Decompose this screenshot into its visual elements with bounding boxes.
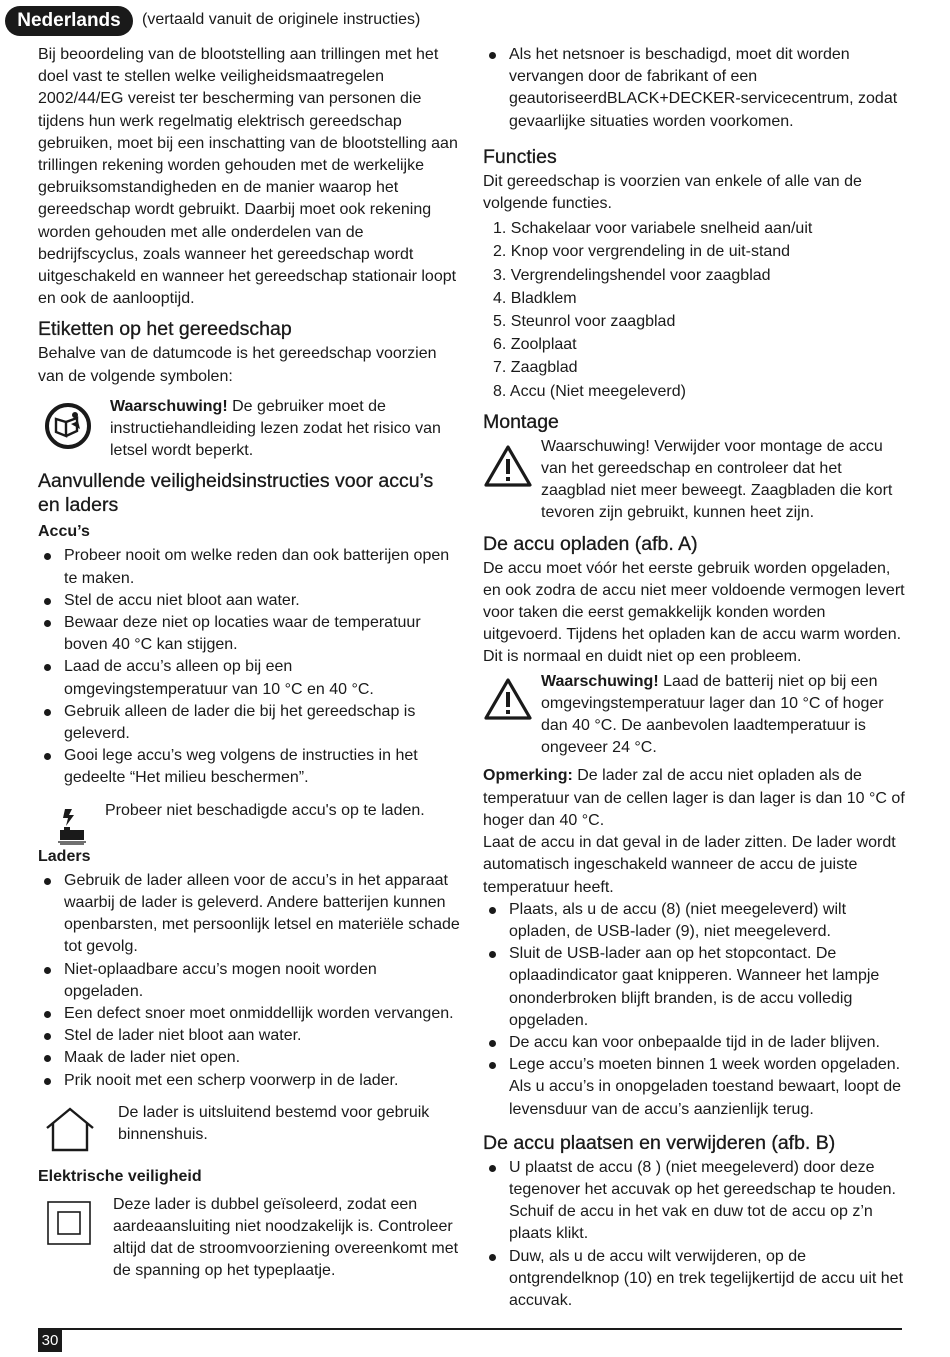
list-item: Als het netsnoer is beschadigd, moet dit worden vervangen door de fabrikant of een geautoriseerdBLACK+DECKER-servicecentrum, zodat gevaarlijke situaties worden voorkomen.	[483, 44, 908, 133]
list-item: Laad de accu’s alleen op bij een omgevingstemperatuur van 10 °C en 40 °C.	[38, 656, 460, 700]
feature-item: 6. Zoolplaat	[493, 336, 577, 354]
footer-rule	[38, 1328, 902, 1330]
double-insulation-note	[38, 1194, 460, 1283]
list-item: Stel de accu niet bloot aan water.	[38, 590, 460, 612]
charging-warning-text: Laad de batterij niet op bij een omgevingstemperatuur lager dan 10 °C of hoger dan 40 °C. De aanbevolen laadtemperatuur is ongeveer 24 °C.	[541, 672, 884, 757]
assembly-warning	[483, 436, 908, 525]
batteries-list	[38, 545, 460, 789]
list-item: Lege accu’s moeten binnen 1 week worden opgeladen. Als u accu’s in onopgeladen toestand bewaart, loopt de levensduur van de accu’s aanzienlijk terug.	[483, 1054, 908, 1121]
warning-label: Waarschuwing!	[110, 397, 228, 415]
list-item: U plaatst de accu (8 ) (niet meegeleverd) door deze tegenover het accuvak op het gereedschap te houden. Schuif de accu in het vak en duw tot de accu op z’n plaats klikt.	[483, 1157, 908, 1246]
features-list	[483, 217, 908, 403]
feature-item: 3. Vergrendelingshendel voor zaagblad	[493, 266, 771, 284]
read-manual-warning	[38, 396, 460, 463]
warning-text: De gebruiker moet de instructiehandleiding lezen zodat het risico van letsel wordt beperkt.	[110, 397, 441, 460]
indoor-use-note	[38, 1102, 460, 1158]
read-manual-icon	[44, 402, 92, 457]
extra-safety-heading: Aanvullende veiligheidsinstructies voor accu’s en laders	[38, 470, 434, 517]
language-tab: Nederlands	[5, 6, 133, 36]
damaged-battery-note	[38, 800, 460, 846]
warning-triangle-icon	[483, 444, 533, 495]
features-text: Dit gereedschap is voorzien van enkele of alle van de volgende functies.	[483, 172, 862, 213]
list-item: Maak de lader niet open.	[38, 1047, 460, 1069]
note-text: De lader zal de accu niet opladen als de temperatuur van de cellen lager is dan lager is dan 10 °C of hoger dan 40 °C.	[483, 767, 905, 829]
left-column	[38, 44, 460, 1289]
list-item: Sluit de USB-lader aan op het stopcontact. De oplaadindicator gaat knipperen. Wanneer het lampje ononderbroken blijft branden, is de accu volledig opgeladen.	[483, 943, 908, 1032]
list-item: Gebruik alleen de lader die bij het gereedschap is geleverd.	[38, 701, 460, 745]
charging-list	[483, 899, 908, 1121]
list-item: Probeer nooit om welke reden dan ook batterijen open te maken.	[38, 545, 460, 589]
feature-item: 7. Zaagblad	[493, 359, 578, 377]
damaged-battery-icon	[56, 806, 88, 853]
features-heading: Functies	[483, 145, 557, 168]
insert-remove-list	[483, 1157, 908, 1312]
list-item: Gooi lege accu’s weg volgens de instructies in het gedeelte “Het milieu beschermen”.	[38, 745, 460, 789]
right-column	[483, 44, 908, 1312]
charging-note	[483, 765, 908, 832]
house-icon	[44, 1106, 96, 1159]
chargers-heading: Laders	[38, 847, 91, 865]
page-number: 30	[38, 1330, 62, 1352]
vibration-paragraph: Bij beoordeling van de blootstelling aan trillingen met het doel vast te stellen welke veiligheidsmaatregelen 2002/44/EG vereist ter bescherming van personen die tijdens hun werk regelmatig elektrisch gereedschap gebruiken, moet bij een inschatting van de blootstelling aan trillingen rekening worden gehouden met de werkelijke gebruiksomstandigheden en de manier waarop het gereedschap wordt gebruikt. Daarbij moet ook rekening worden gehouden met alle onderdelen van de bedrijfscyclus, zoals wanneer het gereedschap wordt uitgeschakeld en wanneer het gereedschap stationair loopt en ook de aanlooptijd.	[38, 46, 458, 308]
feature-item: 8. Accu (Niet meegeleverd)	[493, 382, 686, 400]
list-item: Bewaar deze niet op locaties waar de temperatuur boven 40 °C kan stijgen.	[38, 612, 460, 656]
warning-triangle-icon	[483, 677, 533, 728]
damaged-battery-text: Probeer niet beschadigde accu's op te laden.	[105, 801, 425, 819]
batteries-heading: Accu’s	[38, 523, 90, 541]
list-item: Prik nooit met een scherp voorwerp in de lader.	[38, 1070, 460, 1092]
charging-warning	[483, 671, 908, 760]
list-item: Een defect snoer moet onmiddellijk worden vervangen.	[38, 1003, 460, 1025]
feature-item: 4. Bladklem	[493, 289, 577, 307]
electrical-heading: Elektrische veiligheid	[38, 1167, 202, 1185]
leave-in-charger-text: Laat de accu in dat geval in de lader zitten. De lader wordt automatisch ingeschakeld wanneer de accu de juiste temperatuur heeft.	[483, 834, 896, 896]
assembly-heading: Montage	[483, 410, 559, 433]
note-label: Opmerking:	[483, 767, 573, 785]
double-insulation-icon	[46, 1200, 92, 1253]
cord-list	[483, 44, 908, 133]
labels-text: Behalve van de datumcode is het gereedschap voorzien van de volgende symbolen:	[38, 345, 437, 385]
list-item: Stel de lader niet bloot aan water.	[38, 1025, 460, 1047]
list-item: Niet-oplaadbare accu’s mogen nooit worden opgeladen.	[38, 959, 460, 1003]
list-item: Duw, als u de accu wilt verwijderen, op de ontgrendelknop (10) en trek tegelijkertijd de accu uit het accuvak.	[483, 1246, 908, 1313]
feature-item: 5. Steunrol voor zaagblad	[493, 313, 676, 331]
charging-heading: De accu opladen (afb. A)	[483, 532, 698, 555]
chargers-list	[38, 870, 460, 1092]
feature-item: 2. Knop voor vergrendeling in de uit-stand	[493, 243, 791, 261]
translation-note: (vertaald vanuit de originele instructies)	[142, 11, 421, 28]
list-item: Plaats, als u de accu (8) (niet meegeleverd) wilt opladen, de USB-lader (9), niet meegeleverd.	[483, 899, 908, 943]
assembly-warning-text: Waarschuwing! Verwijder voor montage de accu van het gereedschap en controleer dat het zaagblad niet meer beweegt. Zaagbladen die kort tevoren zijn gebruikt, kunnen heet zijn.	[541, 437, 893, 522]
charging-warning-label: Waarschuwing!	[541, 672, 659, 690]
double-insulation-text: Deze lader is dubbel geïsoleerd, zodat een aardeaansluiting niet noodzakelijk is. Controleer altijd dat de stroomvoorziening overeenkomt met de spanning op het typeplaatje.	[113, 1195, 459, 1280]
charging-text: De accu moet vóór het eerste gebruik worden opgeladen, en ook zodra de accu niet meer voldoende vermogen levert voor taken die eerst gemakkelijk konden worden uitgevoerd. Tijdens het opladen kan de accu warm worden. Dit is normaal en duidt niet op een probleem.	[483, 559, 905, 666]
indoor-use-text: De lader is uitsluitend bestemd voor gebruik binnenshuis.	[118, 1103, 430, 1143]
feature-item: 1. Schakelaar voor variabele snelheid aan/uit	[493, 220, 813, 238]
insert-remove-heading: De accu plaatsen en verwijderen (afb. B)	[483, 1131, 836, 1154]
labels-heading: Etiketten op het gereedschap	[38, 318, 292, 341]
list-item: De accu kan voor onbepaalde tijd in de lader blijven.	[483, 1032, 908, 1054]
list-item: Gebruik de lader alleen voor de accu’s in het apparaat waarbij de lader is geleverd. Andere batterijen kunnen openbarsten, met persoonlijk letsel en materiële schade tot gevolg.	[38, 870, 460, 959]
